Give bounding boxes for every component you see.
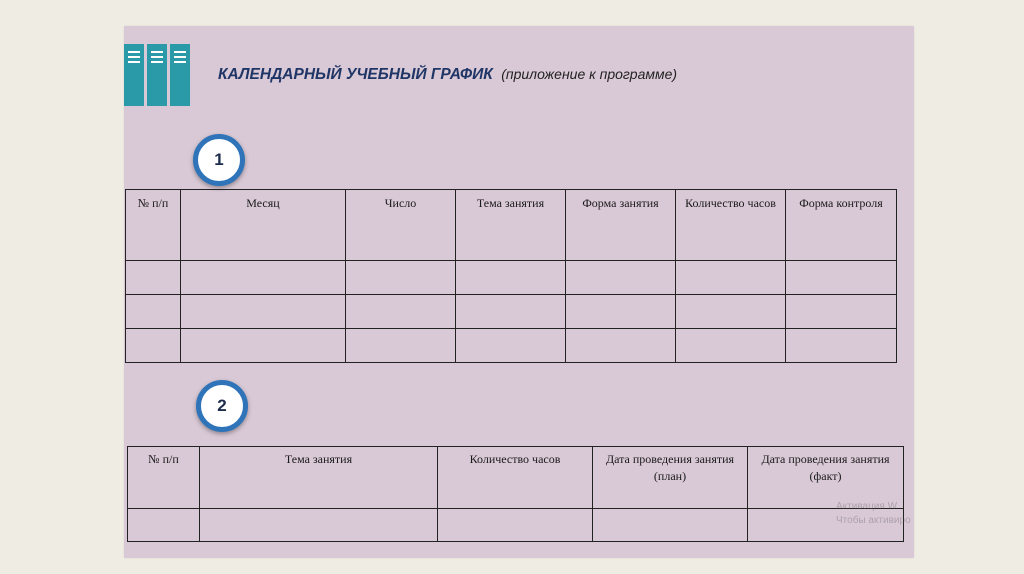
table-cell	[786, 295, 897, 329]
number-badge-2: 2	[196, 380, 248, 432]
table-cell	[566, 329, 676, 363]
table-row	[128, 509, 904, 542]
table-cell	[786, 261, 897, 295]
number-badge-1: 1	[193, 134, 245, 186]
title-main: КАЛЕНДАРНЫЙ УЧЕБНЫЙ ГРАФИК	[218, 66, 493, 83]
page-title	[218, 66, 677, 84]
schedule-table-1	[125, 189, 897, 363]
table-cell	[346, 261, 456, 295]
table-cell	[676, 329, 786, 363]
header-cell: Месяц	[181, 190, 346, 261]
table-row	[126, 295, 897, 329]
table-cell	[438, 509, 593, 542]
table-row	[126, 329, 897, 363]
header-cell: Дата проведения занятия (план)	[593, 447, 748, 509]
header-cell: Количество часов	[438, 447, 593, 509]
header-cell: Тема занятия	[456, 190, 566, 261]
table-cell	[593, 509, 748, 542]
table-cell	[456, 295, 566, 329]
table-cell	[456, 329, 566, 363]
table-cell	[346, 329, 456, 363]
header-cell: Дата проведения занятия (факт)	[748, 447, 904, 509]
table-cell	[676, 261, 786, 295]
table-cell	[786, 329, 897, 363]
title-subtitle: (приложение к программе)	[501, 66, 678, 82]
table-cell	[346, 295, 456, 329]
table-header-row	[126, 190, 897, 261]
header-cell: Форма контроля	[786, 190, 897, 261]
bookshelf-icon	[124, 44, 192, 106]
table-row	[126, 261, 897, 295]
watermark-line-1: Активация W	[836, 501, 898, 512]
table-cell	[566, 295, 676, 329]
schedule-table-2	[127, 446, 904, 542]
header-cell: Тема занятия	[200, 447, 438, 509]
header-cell: № п/п	[128, 447, 200, 509]
table-cell	[676, 295, 786, 329]
header-cell: № п/п	[126, 190, 181, 261]
table-cell	[181, 295, 346, 329]
table-cell	[126, 261, 181, 295]
table-cell	[181, 261, 346, 295]
header-cell: Число	[346, 190, 456, 261]
table-cell	[566, 261, 676, 295]
table-cell	[181, 329, 346, 363]
table-cell	[126, 295, 181, 329]
table-cell	[456, 261, 566, 295]
watermark-line-2: Чтобы активиро	[836, 515, 911, 526]
activation-watermark	[836, 500, 911, 528]
table-cell	[126, 329, 181, 363]
table-cell	[128, 509, 200, 542]
header-cell: Количество часов	[676, 190, 786, 261]
table-cell	[200, 509, 438, 542]
table-header-row	[128, 447, 904, 509]
header-cell: Форма занятия	[566, 190, 676, 261]
